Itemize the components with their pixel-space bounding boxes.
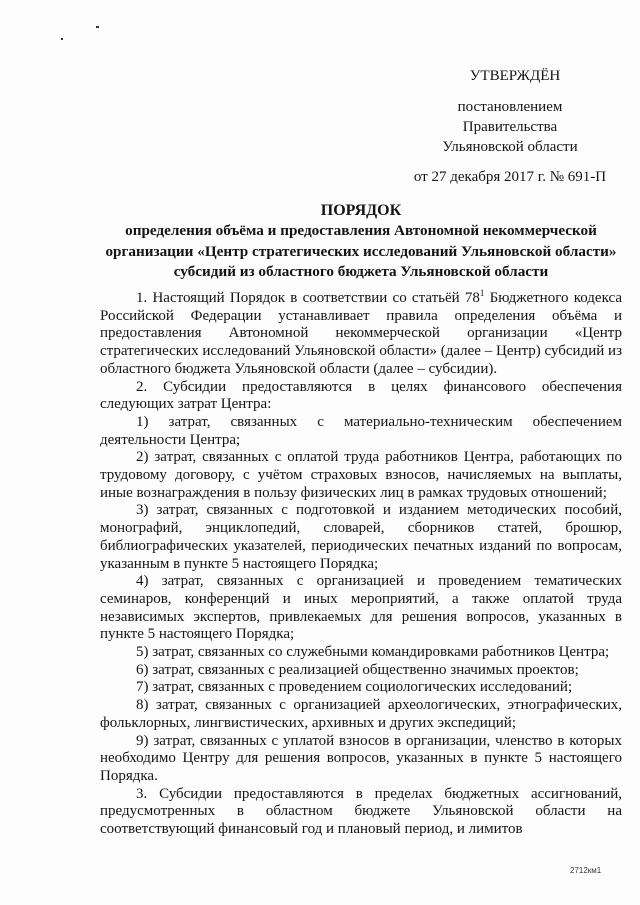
paragraph-2-item-5: 5) затрат, связанных со служебными командировками работников Центра; [136, 644, 610, 661]
paragraph-2-item-3: 3) затрат, связанных с подготовкой и изданием методических пособий, монографий, энциклопедий, словарей, сборников статей, брошюр, библиографических указателей, периодических печатных изданий по вопросам, указанным в пункте 5 настоящего Порядка; [100, 502, 622, 572]
paragraph-2-item-4: 4) затрат, связанных с организацией и проведением тематических семинаров, конференций и иных мероприятий, а также оплатой труда независимых экспертов, привлекаемых для решения вопросов, указанных в пункте 5 настоящего Порядка; [100, 573, 622, 643]
document-body [100, 290, 622, 839]
approval-date: от 27 декабря 2017 г. № 691-П [413, 169, 607, 185]
superscript: 1 [479, 288, 485, 298]
paragraph-2-item-7: 7) затрат, связанных с проведением социологических исследований; [136, 679, 573, 696]
approval-block [410, 66, 610, 187]
paragraph-2-item-1: 1) затрат, связанных с материально-техническим обеспечением деятельности Центра; [100, 413, 622, 448]
paragraph-2-item-2: 2) затрат, связанных с оплатой труда работников Центра, работающих по трудовому договору, с учётом страховых взносов, начисляемых на выплаты, иные вознаграждения в пользу физических лиц в рамках трудовых отношений; [100, 449, 622, 501]
paragraph-1: 1. Настоящий Порядок в соответствии со статьёй $78^1$ Бюджетного кодекса Российской Федерации устанавливает правила определения объёма и предоставления Автономной некоммерческой организации «Центр стратегических исследований Ульяновской области» (далее – Центр) субсидий из областного бюджета Ульяновской области (далее – субсидии). [100, 288, 622, 377]
page-code: 2712км1 [570, 866, 602, 875]
paragraph-3: 3. Субсидии предоставляются в пределах бюджетных ассигнований, предусмотренных в областном бюджете Ульяновской области на соответствующий финансовый год и плановый период, и лимитов [100, 785, 622, 838]
paragraph-2-item-8: 8) затрат, связанных с организацией археологических, этнографических, фольклорных, лингвистических, архивных и других экспедиций; [100, 697, 622, 731]
scan-speck [96, 26, 99, 28]
paragraph-2-item-6: 6) затрат, связанных с реализацией общественно значимых проектов; [136, 661, 579, 678]
approval-heading: УТВЕРЖДЁН [469, 68, 561, 84]
document-subtitle: определения объёма и предоставления Автономной некоммерческой организации «Центр стратегических исследований Ульяновской области» субсидий из областного бюджета Ульяновской области [105, 222, 617, 280]
approval-issuer: постановлением Правительства [457, 99, 563, 135]
paragraph-2-item-9: 9) затрат, связанных с уплатой взносов в организации, членство в которых необходимо Центру для решения вопросов, указанных в пункте 5 настоящего Порядка. [100, 732, 622, 784]
document-title: ПОРЯДОК [320, 202, 402, 219]
scan-speck [61, 38, 63, 40]
paragraph-2: 2. Субсидии предоставляются в целях финансового обеспечения следующих затрат Центра: [100, 378, 622, 413]
approval-region: Ульяновской области [442, 139, 578, 155]
